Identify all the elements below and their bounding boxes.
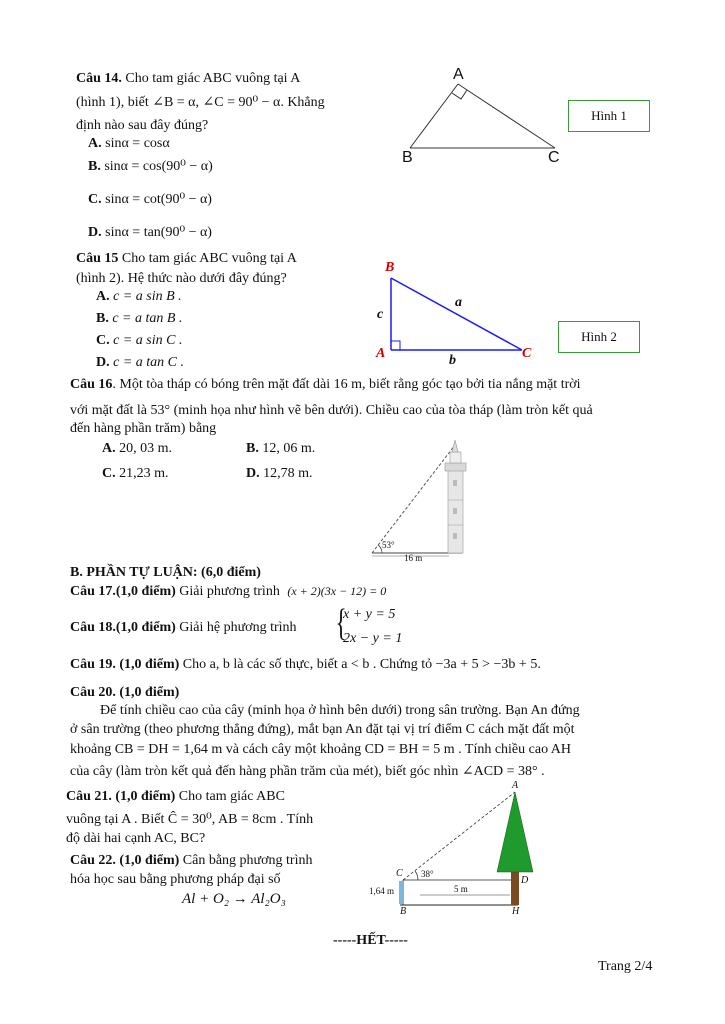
q15-title: Câu 15 xyxy=(76,251,119,266)
q20-line1: Để tính chiều cao của cây (minh họa ở hình bên dưới) trong sân trường. Bạn An đứng xyxy=(100,703,580,718)
option-text: sinα = cot(90⁰ − α) xyxy=(105,192,212,207)
q18-eq2: 2x − y = 1 xyxy=(343,631,403,646)
option-text: 20, 03 m. xyxy=(119,441,173,456)
option-text: sinα = tan(90⁰ − α) xyxy=(105,225,212,240)
fig1-vertex-b: B xyxy=(402,149,413,166)
option-text: c = a sin B . xyxy=(113,289,182,304)
q17-title: Câu 17.(1,0 điểm) xyxy=(70,584,176,599)
tree-vertex-c: C xyxy=(396,868,403,879)
q16-line2: với mặt đất là 53° (minh họa như hình vẽ bên dưới). Chiều cao của tòa tháp (làm tròn kết quả xyxy=(70,403,593,418)
option-label: D. xyxy=(96,355,110,370)
tree-vertex-h: H xyxy=(512,906,520,917)
q20-line2: ở sân trường (theo phương thẳng đứng), mắt bạn An đặt tại vị trí điểm C cách mặt đất một xyxy=(70,722,575,737)
q20-title: Câu 20. (1,0 điểm) xyxy=(70,685,180,700)
q21-line3: độ dài hai cạnh AC, BC? xyxy=(66,831,206,846)
option-text: 12, 06 m. xyxy=(262,441,316,456)
option-text: sinα = cosα xyxy=(105,136,170,151)
q14-line2: (hình 1), biết ∠B = α, ∠C = 90⁰ − α. Khẳng xyxy=(76,95,325,110)
fig2-side-b: b xyxy=(449,353,456,368)
q20-line3: khoảng CB = DH = 1,64 m và cách cây một khoảng CD = BH = 5 m . Tính chiều cao AH xyxy=(70,742,572,757)
q21-line2: vuông tại A . Biết Ĉ = 30⁰, AB = 8cm . Tính xyxy=(66,812,314,827)
option-text: c = a tan C . xyxy=(113,355,185,370)
option-label: B. xyxy=(88,159,101,174)
q18-text: Giải hệ phương trình xyxy=(179,620,297,635)
option-label: C. xyxy=(96,333,110,348)
q15-text1: Cho tam giác ABC vuông tại A xyxy=(121,251,297,266)
tree-vertex-d: D xyxy=(521,875,529,886)
q22-text1: Cân bằng phương trình xyxy=(182,853,313,868)
q20-line4: của cây (làm tròn kết quả đến hàng phần trăm của mét), biết góc nhìn ∠ACD = 38° . xyxy=(70,764,545,779)
q15-line2: (hình 2). Hệ thức nào dưới đây đúng? xyxy=(76,271,287,286)
tree-vertex-a: A xyxy=(512,780,519,791)
option-text: c = a sin C . xyxy=(113,333,183,348)
end-marker: -----HẾT----- xyxy=(333,933,408,948)
tower-shadow-label: 16 m xyxy=(404,553,423,563)
figure-2-label: Hình 2 xyxy=(558,321,640,353)
option-text: sinα = cos(90⁰ − α) xyxy=(104,159,213,174)
page-number: Trang 2/4 xyxy=(598,959,653,974)
option-text: 21,23 m. xyxy=(119,466,169,481)
fig1-vertex-a: A xyxy=(453,66,464,83)
q14-title: Câu 14. xyxy=(76,71,122,86)
tree-angle-label: 38° xyxy=(421,869,434,879)
option-label: B. xyxy=(96,311,109,326)
q17-equation: (x + 2)(3x − 12) = 0 xyxy=(287,584,387,598)
q16-text1: . Một tòa tháp có bóng trên mặt đất dài 16 m, biết rằng góc tạo bởi tia nắng mặt trời xyxy=(112,377,581,392)
section-b-heading: B. PHẦN TỰ LUẬN: (6,0 điểm) xyxy=(70,565,261,580)
q22-title: Câu 22. (1,0 điểm) xyxy=(70,853,180,868)
option-label: D. xyxy=(246,466,260,481)
option-text: c = a tan B . xyxy=(112,311,183,326)
q14-line3: định nào sau đây đúng? xyxy=(76,118,209,133)
fig1-vertex-c: C xyxy=(548,149,560,166)
q21-title: Câu 21. (1,0 điểm) xyxy=(66,789,176,804)
tower-angle-label: 53° xyxy=(382,540,395,550)
q18-eq1: x + y = 5 xyxy=(343,607,396,622)
option-text: 12,78 m. xyxy=(263,466,313,481)
q16-line3: đến hàng phần trăm) bằng xyxy=(70,421,217,436)
fig2-vertex-c: C xyxy=(522,346,532,361)
q17-text: Giải phương trình xyxy=(179,584,280,599)
fig2-vertex-b: B xyxy=(385,260,395,275)
fig2-side-c: c xyxy=(377,307,384,322)
q16-title: Câu 16 xyxy=(70,377,113,392)
option-label: C. xyxy=(102,466,116,481)
q21-text1: Cho tam giác ABC xyxy=(178,789,285,804)
option-label: C. xyxy=(88,192,102,207)
tree-distance-label: 5 m xyxy=(454,884,468,894)
option-label: A. xyxy=(88,136,102,151)
tree-height-label: 1,64 m xyxy=(369,886,395,896)
option-label: B. xyxy=(246,441,259,456)
q22-equation: Al + O₂ → Al₂O₃ xyxy=(182,891,286,907)
option-label: D. xyxy=(88,225,102,240)
q18-title: Câu 18.(1,0 điểm) xyxy=(70,620,176,635)
option-label: A. xyxy=(96,289,110,304)
q19-title: Câu 19. (1,0 điểm) xyxy=(70,657,180,672)
q18-brace: { xyxy=(335,602,347,644)
figure-1-label: Hình 1 xyxy=(568,100,650,132)
q14-text1: Cho tam giác ABC vuông tại A xyxy=(125,71,301,86)
fig2-side-a: a xyxy=(455,295,462,310)
q22-line2: hóa học sau bằng phương pháp đại số xyxy=(70,872,281,887)
fig2-vertex-a: A xyxy=(376,346,386,361)
q19-text: Cho a, b là các số thực, biết a < b . Chứng tỏ −3a + 5 > −3b + 5. xyxy=(182,657,541,672)
tree-vertex-b: B xyxy=(400,906,407,917)
option-label: A. xyxy=(102,441,116,456)
